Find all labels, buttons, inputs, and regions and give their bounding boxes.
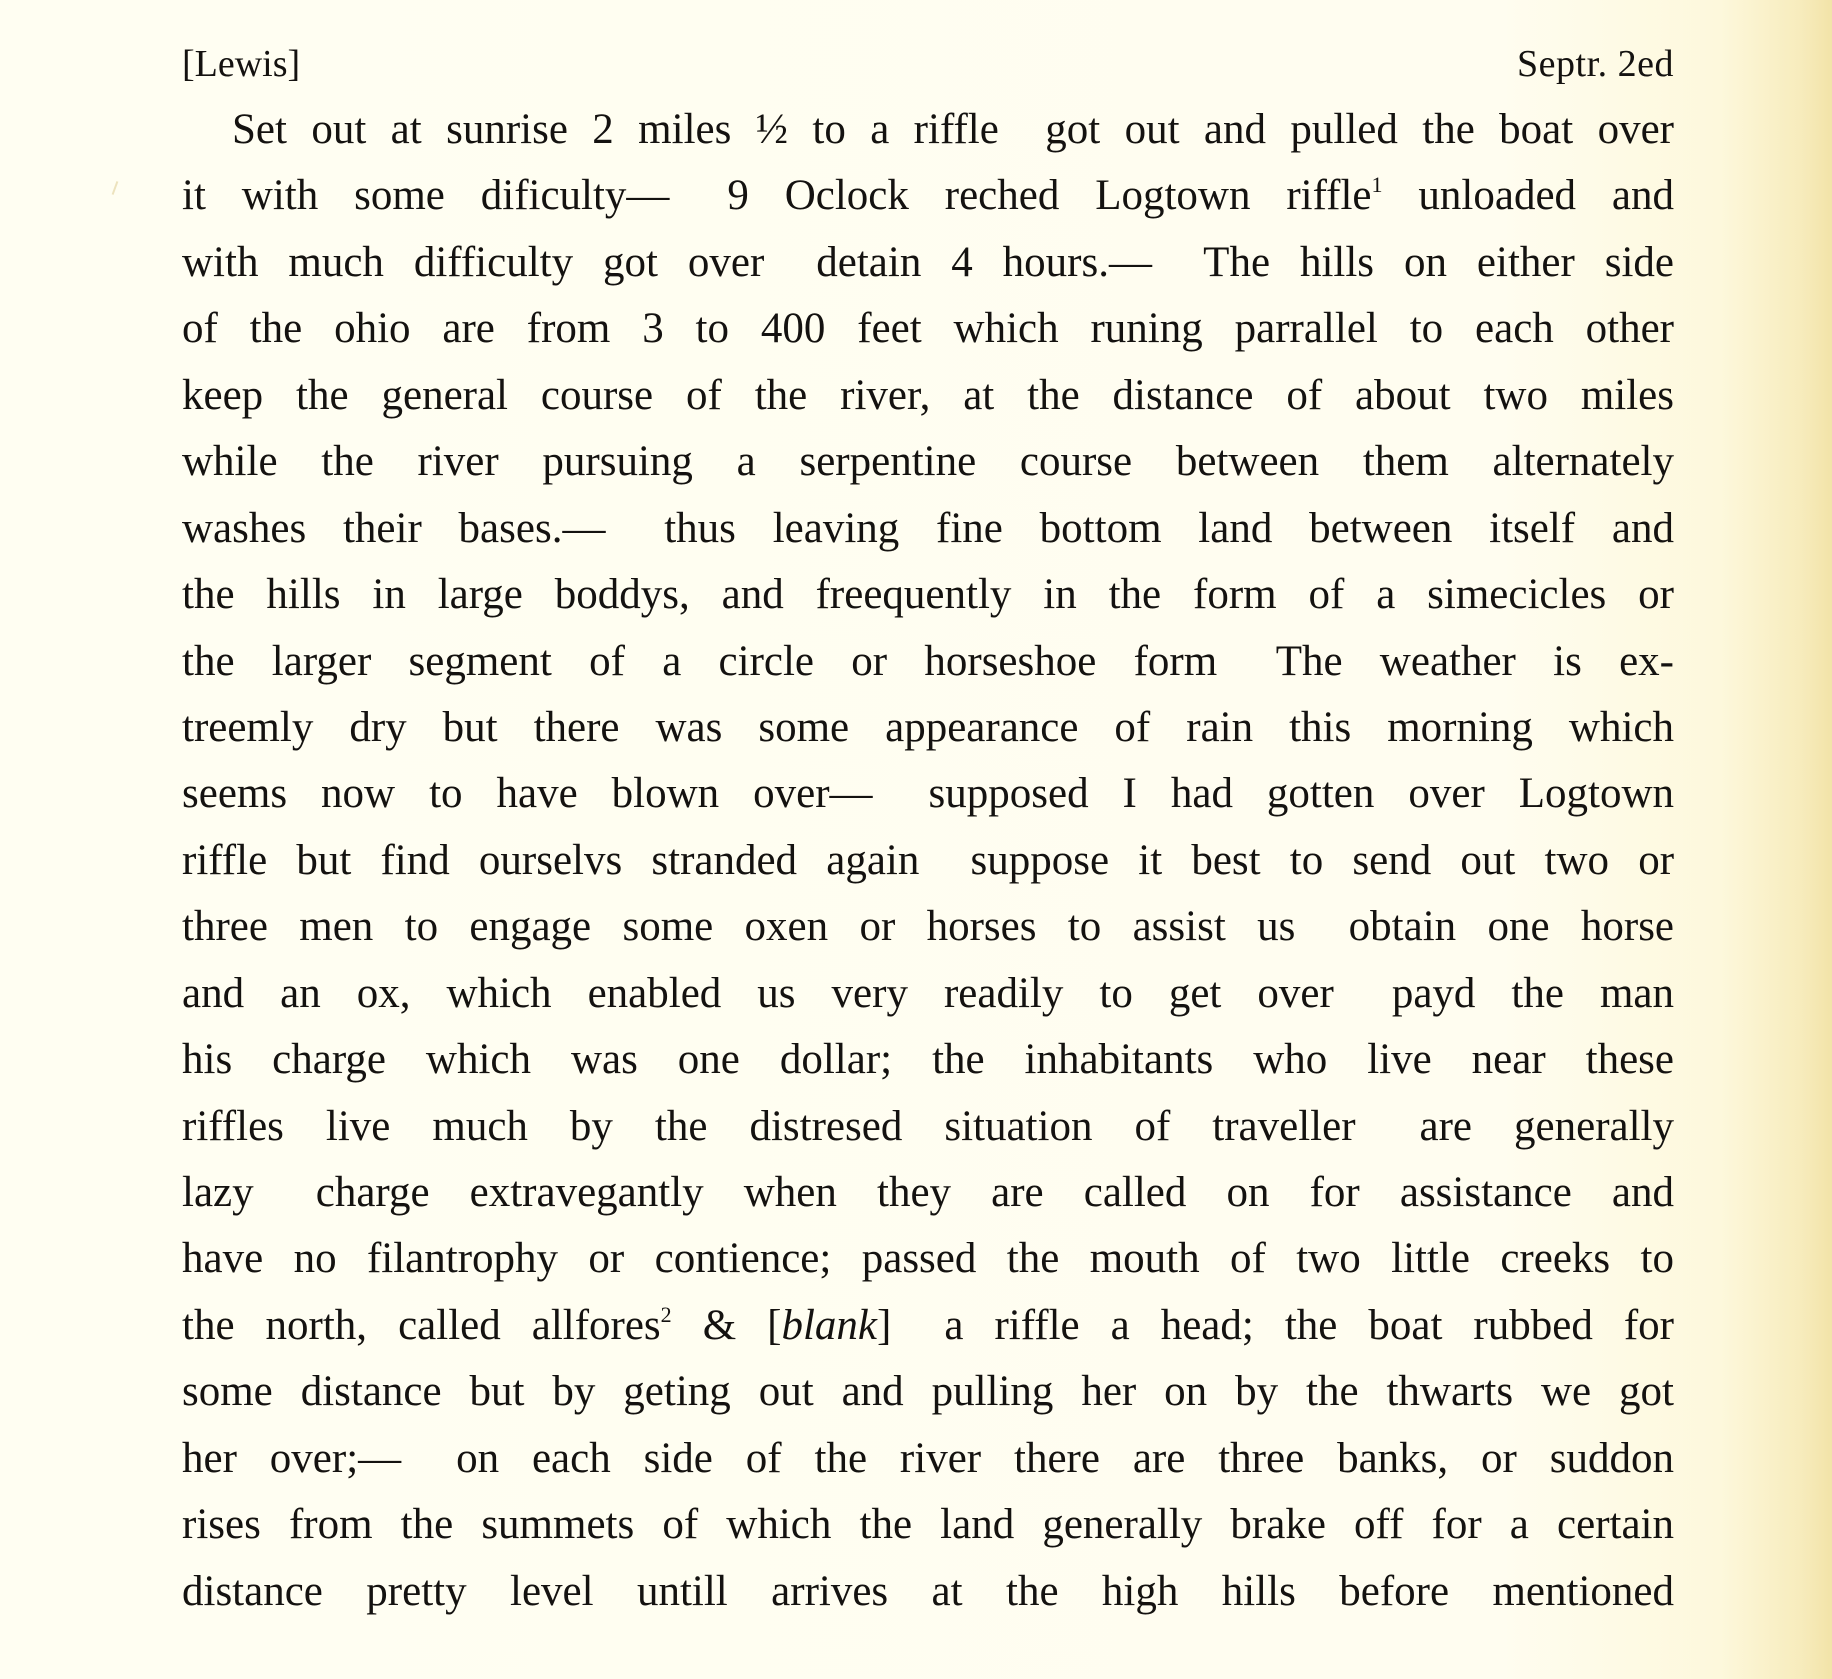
text-line <box>182 1559 1674 1625</box>
text-segment: the larger segment of a circle or horseshoe form <box>182 637 1218 685</box>
text-segment: suppose it best to send out two or <box>970 836 1674 884</box>
text-segment: treemly dry but there was some appearance of rain this morning which <box>182 703 1674 751</box>
text-segment: on each side of the river there are three banks, or suddon <box>456 1434 1674 1482</box>
text-line <box>182 1293 1674 1359</box>
footnote-marker[interactable]: 2 <box>660 1301 672 1327</box>
text-segment: washes their bases.— <box>182 504 606 552</box>
text-segment: and an ox, which enabled us very readily to get over <box>182 969 1334 1017</box>
text-segment: Set out at sunrise 2 miles ½ to a riffle <box>232 106 999 153</box>
text-segment: obtain one horse <box>1348 903 1674 951</box>
text-line <box>182 894 1674 960</box>
text-segment: a riffle a head; the boat rubbed for <box>944 1301 1674 1349</box>
text-segment: distance pretty level untill arrives at the high hills before mentioned <box>182 1567 1674 1615</box>
text-segment: seems now to have blown over— <box>182 770 873 818</box>
text-segment: while the river pursuing a serpentine course between them alternately <box>182 438 1674 486</box>
text-segment: 9 Oclock reched Logtown riffle <box>727 172 1372 220</box>
running-header <box>182 40 1674 88</box>
text-line <box>182 230 1674 296</box>
text-line <box>182 1027 1674 1093</box>
text-segment: keep the general course of the river, at the distance of about two miles <box>182 371 1674 419</box>
entry-date: Septr. 2ed <box>1517 43 1674 85</box>
text-segment: it with some dificulty— <box>182 172 670 220</box>
text-segment: her over;— <box>182 1434 402 1482</box>
text-segment: of the ohio are from 3 to 400 feet which runing parrallel to each other <box>182 305 1674 353</box>
text-segment: with much difficulty got over <box>182 238 765 286</box>
text-line <box>182 629 1674 695</box>
text-line <box>182 695 1674 761</box>
paper-fleck <box>112 181 119 195</box>
text-segment: got out and pulled the boat over <box>1045 106 1674 153</box>
text-segment: lazy <box>182 1169 254 1216</box>
text-segment: have no filantrophy or contience; passed the mouth of two little creeks to <box>182 1235 1674 1283</box>
text-segment: unloaded and <box>1418 172 1674 220</box>
text-line <box>182 1094 1674 1160</box>
text-segment: his charge which was one dollar; the inhabitants who live near these <box>182 1036 1674 1084</box>
author-label: [Lewis] <box>182 43 301 85</box>
text-line <box>182 1160 1674 1226</box>
text-line <box>182 97 1674 163</box>
text-line <box>182 496 1674 562</box>
text-line <box>182 562 1674 628</box>
text-segment: payd the man <box>1391 969 1674 1017</box>
editorial-blank: blank <box>781 1301 878 1349</box>
text-line <box>182 1359 1674 1425</box>
text-line <box>182 429 1674 495</box>
text-segment: The hills on either side <box>1203 238 1674 286</box>
text-segment: the north, called allfores <box>182 1301 661 1349</box>
text-line <box>182 761 1674 827</box>
text-line <box>182 961 1674 1027</box>
text-segment: riffle but find ourselvs stranded again <box>182 836 920 884</box>
text-segment: ] <box>877 1301 892 1349</box>
text-segment: the hills in large boddys, and freequently in the form of a simecicles or <box>182 571 1674 619</box>
text-segment: some distance but by geting out and pulling her on by the thwarts we got <box>182 1368 1674 1416</box>
text-line <box>182 363 1674 429</box>
text-segment: supposed I had gotten over Logtown <box>928 770 1674 818</box>
text-segment: three men to engage some oxen or horses to assist us <box>182 903 1296 951</box>
journal-entry-text <box>182 97 1674 1625</box>
text-segment: are generally <box>1419 1102 1674 1150</box>
text-line <box>182 296 1674 362</box>
text-line <box>182 1492 1674 1558</box>
text-segment: riffles live much by the distresed situation of traveller <box>182 1102 1356 1150</box>
text-segment: rises from the summets of which the land generally brake off for a certain <box>182 1501 1674 1549</box>
text-segment: charge extravegantly when they are called on for assistance and <box>315 1169 1674 1216</box>
text-segment: thus leaving fine bottom land between itself and <box>664 504 1674 552</box>
text-line <box>182 828 1674 894</box>
text-segment: detain 4 hours.— <box>816 238 1152 286</box>
text-line <box>182 1226 1674 1292</box>
text-line <box>182 163 1674 229</box>
text-line <box>182 1426 1674 1492</box>
text-segment: & [ <box>702 1301 782 1349</box>
text-segment: The weather is ex- <box>1275 637 1674 685</box>
footnote-marker[interactable]: 1 <box>1371 172 1383 198</box>
